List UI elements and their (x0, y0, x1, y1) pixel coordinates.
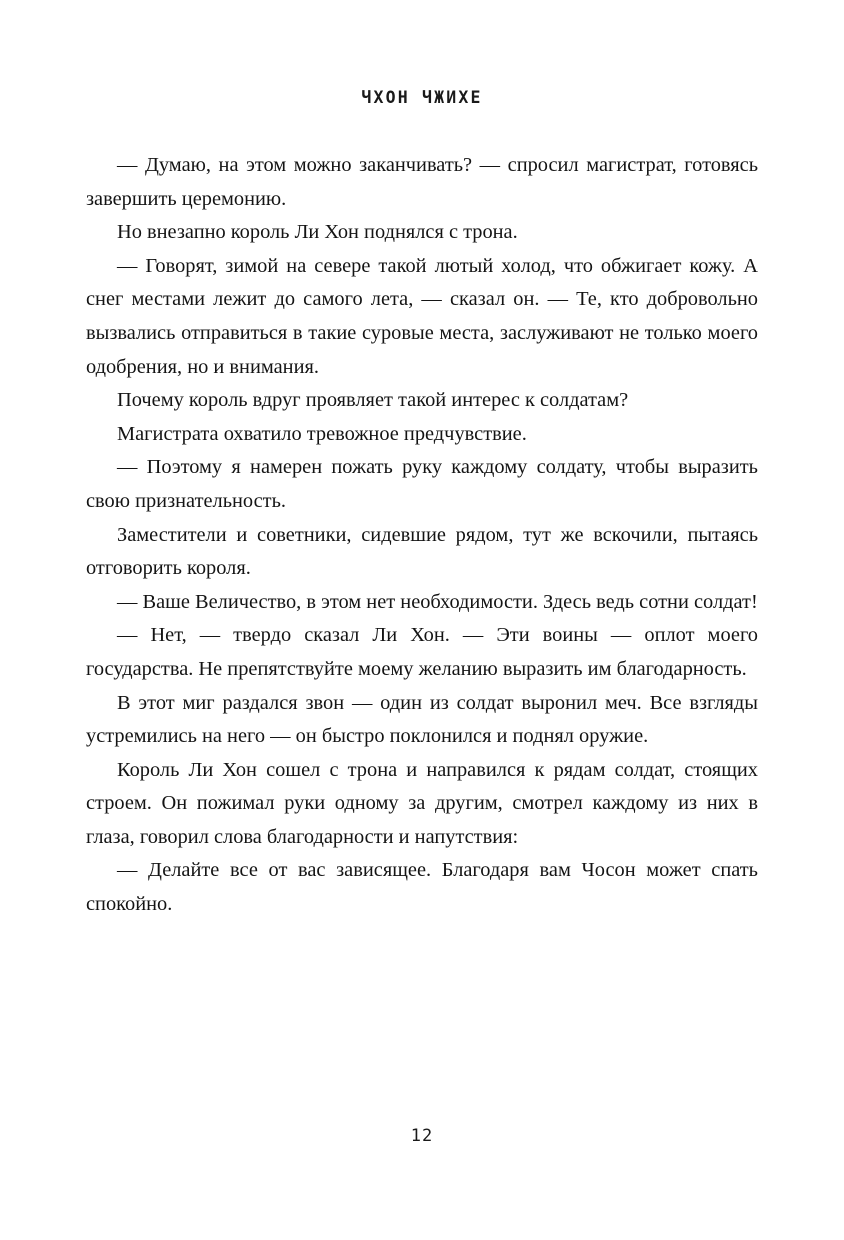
paragraph: — Говорят, зимой на севере такой лютый холод, что обжигает кожу. А снег местами лежит до самого лета, — сказал он. — Те, кто добровольно вызвались отправиться в такие суровые места, заслуживают не только моего одобрения, но и внимания. (86, 254, 758, 378)
paragraph: Почему король вдруг проявляет такой интерес к солдатам? (117, 389, 629, 412)
paragraph: Король Ли Хон сошел с трона и направился к рядам солдат, стоящих строем. Он пожимал руки одному за другим, смотрел каждому из них в глаза, говорил слова благодарности и напутствия: (86, 758, 758, 848)
body-text (86, 149, 758, 922)
paragraph: — Нет, — твердо сказал Ли Хон. — Эти воины — оплот моего государства. Не препятствуйте моему желанию выразить им благодарность. (86, 624, 758, 680)
paragraph: Заместители и советники, сидевшие рядом, тут же вскочили, пытаясь отговорить короля. (86, 523, 758, 580)
paragraph: В этот миг раздался звон — один из солдат выронил меч. Все взгляды устремились на него — он быстро поклонился и поднял оружие. (86, 691, 758, 748)
paragraph: — Поэтому я намерен пожать руку каждому солдату, чтобы выразить свою признательность. (86, 456, 758, 512)
paragraph: — Думаю, на этом можно заканчивать? — спросил магистрат, готовясь завершить церемонию. (86, 154, 758, 210)
page-number: 12 (410, 1126, 434, 1146)
running-head: ЧХОН ЧЖИХЕ (361, 88, 483, 107)
paragraph: Магистрата охватило тревожное предчувствие. (117, 422, 527, 445)
paragraph: — Ваше Величество, в этом нет необходимости. Здесь ведь сотни солдат! (117, 590, 758, 613)
paragraph: Но внезапно король Ли Хон поднялся с трона. (117, 221, 518, 244)
paragraph: — Делайте все от вас зависящее. Благодаря вам Чосон может спать спокойно. (86, 859, 758, 916)
